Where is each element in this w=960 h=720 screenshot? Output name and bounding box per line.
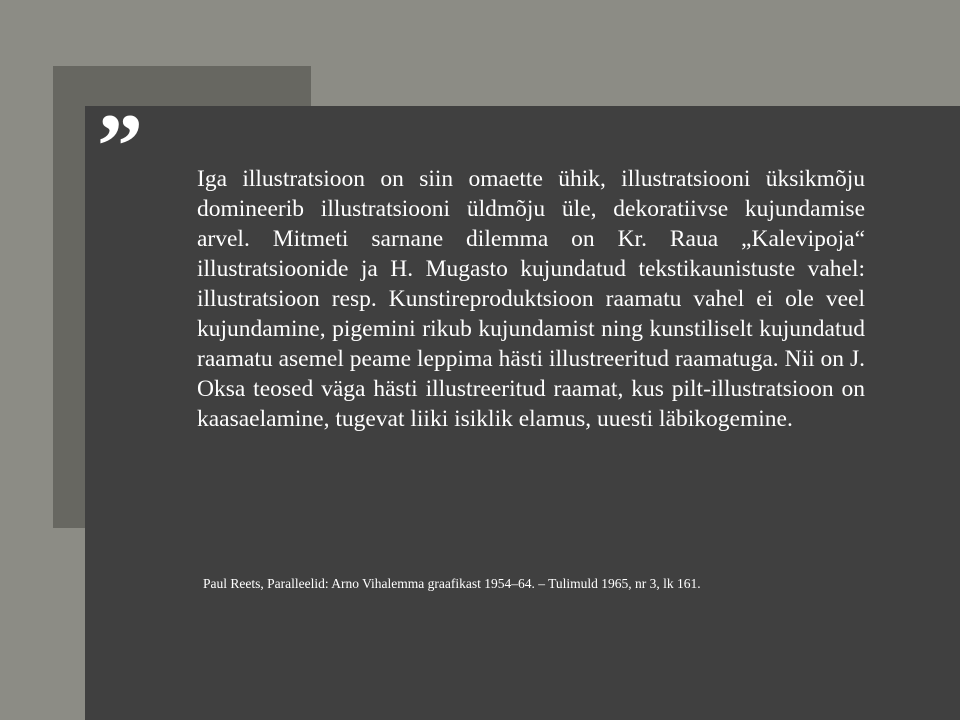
quote-mark-icon: ”: [97, 95, 143, 197]
citation: Paul Reets, Paralleelid: Arno Vihalemma graafikast 1954–64. – Tulimuld 1965, nr 3, lk 161.: [203, 576, 701, 591]
quote-text: Iga illustratsioon on siin omaette ühik, illustratsiooni üksikmõju domineerib illustratsiooni üldmõju üle, dekoratiivse kujundamise arvel. Mitmeti sarnane dilemma on Kr. Raua „Kalevipoja“ illustratsioonide ja H. Mugasto kujundatud tekstikaunistuste vahel: illustratsioon resp. Kunstireproduktsioon raamatu vahel ei ole veel kujundamine, pigemini rikub kujundamist ning kunstiliselt kujundatud raamatu asemel peame leppima hästi illustreeritud raamatuga. Nii on J. Oksa teosed väga hästi illustreeritud raamat, kus pilt-illustratsioon on kaasaelamine, tugevat liiki isiklik elamus, uuesti läbikogemine.: [197, 166, 865, 432]
